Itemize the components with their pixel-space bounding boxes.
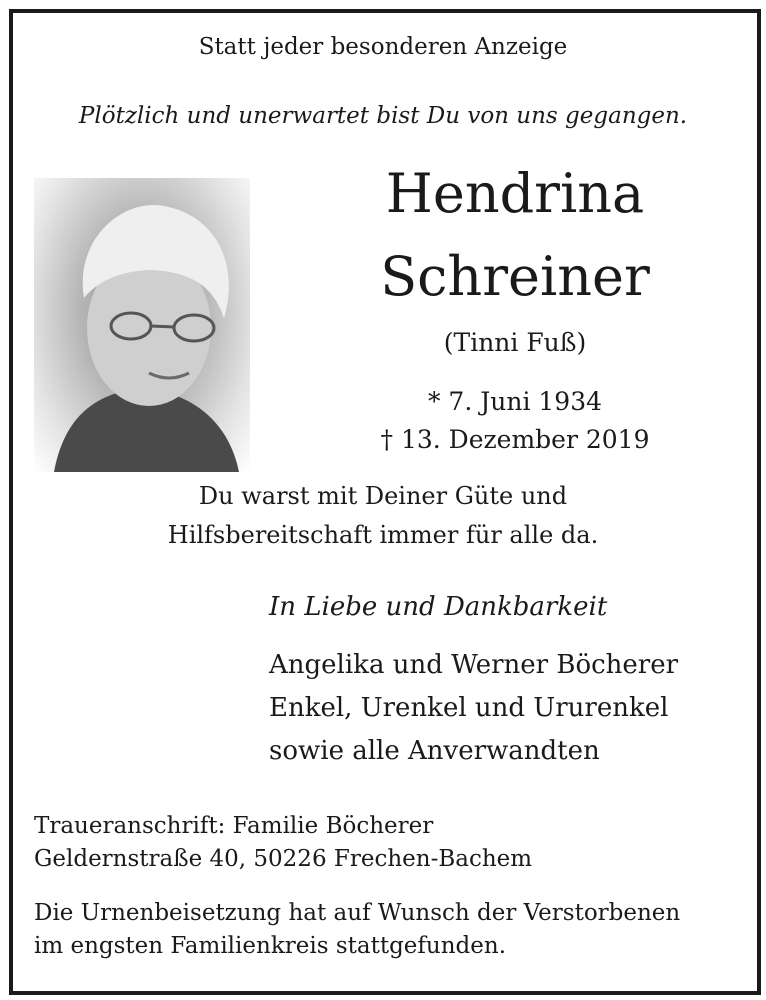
address-line-1: Traueranschrift: Familie Böcherer (34, 813, 434, 839)
portrait-photo (34, 178, 250, 472)
mourner-line: Enkel, Urenkel und Ururenkel (269, 693, 669, 723)
note-line-1: Die Urnenbeisetzung hat auf Wunsch der Verstorbenen (34, 900, 681, 926)
burial-note (34, 897, 680, 963)
mourner-line: sowie alle Anverwandten (269, 736, 600, 766)
mourning-address (34, 810, 532, 876)
notice-line: Statt jeder besonderen Anzeige (198, 34, 568, 60)
address-line-2: Geldernstraße 40, 50226 Frechen-Bachem (34, 846, 533, 872)
birth-date: * 7. Juni 1934 (427, 387, 603, 416)
quote-line-2: Hilfsbereitschaft immer für alle da. (167, 521, 599, 549)
deceased-nickname: (Tinni Fuß) (443, 328, 587, 357)
note-line-2: im engsten Familienkreis stattgefunden. (34, 933, 507, 959)
mourners-block (269, 592, 678, 773)
deceased-last-name: Schreiner (380, 245, 650, 308)
deceased-first-name: Hendrina (385, 162, 645, 225)
quote-line-1: Du warst mit Deiner Güte und (198, 482, 568, 510)
intro-line: Plötzlich und unerwartet bist Du von uns gegangen. (78, 103, 688, 129)
closing-phrase: In Liebe und Dankbarkeit (269, 592, 608, 622)
mourner-line: Angelika und Werner Böcherer (269, 650, 679, 680)
death-date: † 13. Dezember 2019 (380, 425, 650, 454)
